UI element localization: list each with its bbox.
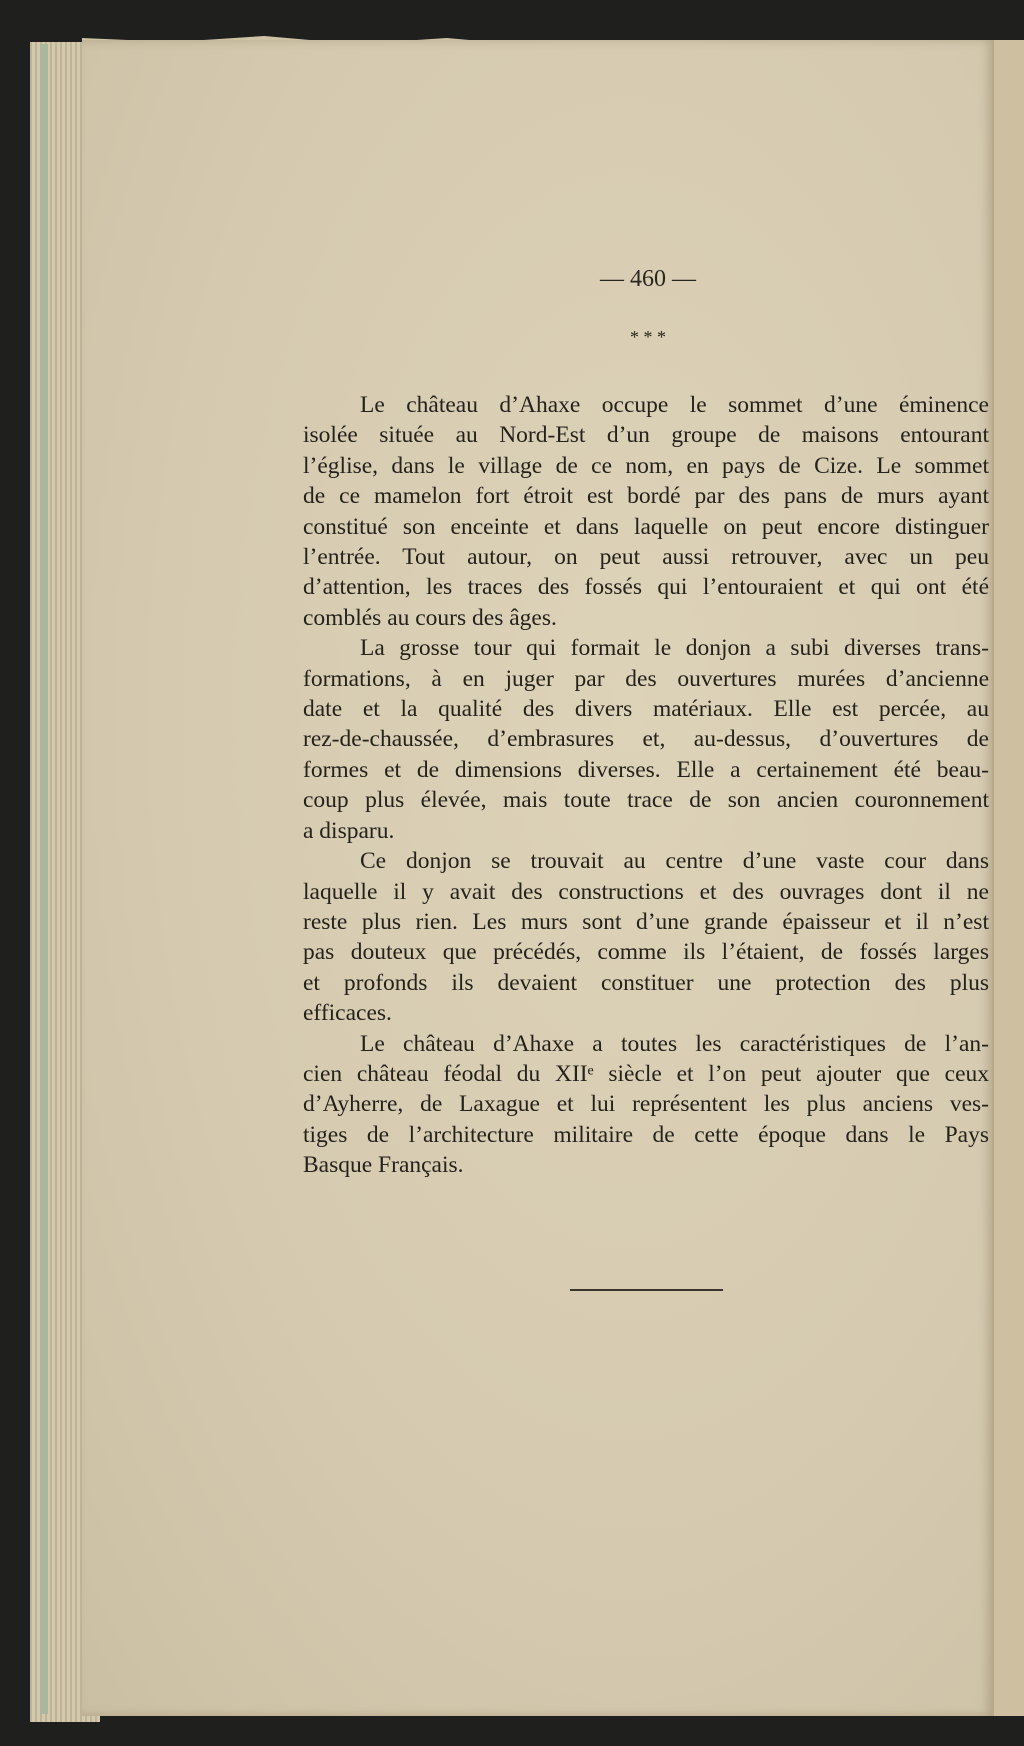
paragraph [303,846,989,1028]
text-line: cien château féodal du XIIᵉ siècle et l’on peut ajouter que ceux [303,1060,989,1087]
text-line: Le château d’Ahaxe a toutes les caractéristiques de l’an- [360,1030,989,1057]
text-line: efficaces. [303,1000,392,1027]
section-separator: * * * [630,327,666,347]
text-line: et profonds ils devaient constituer une protection des plus [303,969,989,996]
text-line: laquelle il y avait des constructions et des ouvrages dont il ne [303,878,989,905]
end-rule [570,1289,723,1291]
text-line: isolée située au Nord-Est d’un groupe de maisons entourant [303,422,989,449]
text-line: Basque Français. [303,1152,464,1179]
text-line: Ce donjon se trouvait au centre d’une vaste cour dans [360,848,989,875]
text-line: l’église, dans le village de ce nom, en pays de Cize. Le sommet [303,452,989,479]
text-line: d’Ayherre, de Laxague et lui représentent les plus anciens ves- [303,1091,989,1118]
text-line: l’entrée. Tout autour, on peut aussi retrouver, avec un peu [303,544,989,571]
page-number: — 460 — [600,266,696,292]
text-line: a disparu. [303,817,395,844]
text-line: d’attention, les traces des fossés qui l’entouraient et qui ont été [303,574,989,601]
text-line: La grosse tour qui formait le donjon a subi diverses trans- [360,635,989,662]
text-line: de ce mamelon fort étroit est bordé par des pans de murs ayant [303,483,989,510]
paragraph [303,633,989,846]
body-text [303,390,989,1181]
text-line: date et la qualité des divers matériaux. Elle est percée, au [303,696,989,723]
book-edge-green [40,44,48,1714]
text-line: tiges de l’architecture militaire de cette époque dans le Pays [303,1121,989,1148]
text-line: pas douteux que précédés, comme ils l’étaient, de fossés larges [303,939,989,966]
text-line: comblés au cours des âges. [303,604,557,631]
paragraph [303,1029,989,1181]
text-line: Le château d’Ahaxe occupe le sommet d’une éminence [360,392,989,418]
text-line: rez-de-chaussée, d’embrasures et, au-dessus, d’ouvertures de [303,726,989,753]
text-line: constitué son enceinte et dans laquelle on peut encore distinguer [303,513,989,540]
text-line: coup plus élevée, mais toute trace de son ancien couronnement [303,787,989,814]
paragraph [303,390,989,633]
text-line: formes et de dimensions diverses. Elle a certainement été beau- [303,756,989,783]
text-line: formations, à en juger par des ouvertures murées d’ancienne [303,665,989,692]
text-line: reste plus rien. Les murs sont d’une grande épaisseur et il n’est [303,908,989,935]
